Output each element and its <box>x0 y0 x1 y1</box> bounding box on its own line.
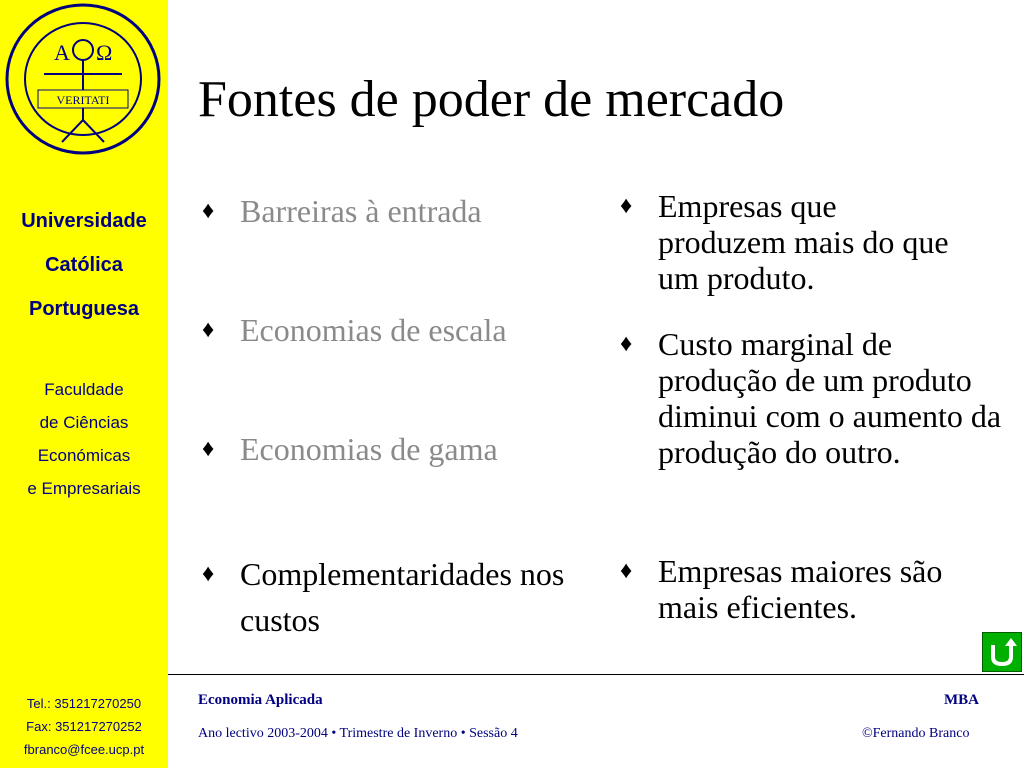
left-bullet-text: Economias de gama <box>240 431 498 467</box>
footer-course: Economia Aplicada <box>198 692 323 708</box>
left-bullet-4 <box>202 551 602 643</box>
contact-email[interactable]: fbranco@fcee.ucp.pt <box>23 742 145 757</box>
contact-tel: Tel.: 351217270250 <box>26 696 142 711</box>
slide-title: Fontes de poder de mercado <box>198 71 785 128</box>
svg-text:Ω: Ω <box>96 40 113 65</box>
diamond-bullet-icon: ♦ <box>620 331 633 357</box>
university-name-line-1: Universidade <box>21 210 147 232</box>
diamond-bullet-icon: ♦ <box>620 193 633 219</box>
faculty-line-4: e Empresariais <box>27 479 141 498</box>
left-bullet-2 <box>202 312 602 348</box>
return-arrow-icon <box>983 633 1021 671</box>
right-bullet-text: Empresas que produzem mais do que um produto. <box>658 188 949 296</box>
university-name-line-2: Católica <box>45 254 123 276</box>
faculty-line-3: Económicas <box>37 446 131 465</box>
contact-fax: Fax: 351217270252 <box>26 719 142 734</box>
right-bullet-3 <box>620 553 1005 625</box>
left-bullet-text: Economias de escala <box>240 312 507 348</box>
diamond-bullet-icon: ♦ <box>202 317 215 343</box>
diamond-bullet-icon: ♦ <box>202 561 215 587</box>
right-bullet-1 <box>620 188 1005 296</box>
footer-author: ©Fernando Branco <box>862 726 970 741</box>
footer-session: Ano lectivo 2003-2004 • Trimestre de Inverno • Sessão 4 <box>198 726 518 741</box>
left-bullet-1 <box>202 193 602 229</box>
faculty-line-2: de Ciências <box>39 413 129 432</box>
left-bullet-3 <box>202 431 602 467</box>
diamond-bullet-icon: ♦ <box>202 198 215 224</box>
right-bullet-2 <box>620 326 1005 470</box>
sidebar <box>0 0 168 768</box>
faculty-line-1: Faculdade <box>44 380 124 399</box>
logo-text: VERITATI <box>56 93 110 107</box>
svg-text:A: A <box>54 40 70 65</box>
return-button[interactable] <box>982 632 1022 672</box>
diamond-bullet-icon: ♦ <box>202 436 215 462</box>
university-seal-icon <box>4 2 162 156</box>
footer-program: MBA <box>944 692 979 708</box>
left-bullet-text: Barreiras à entrada <box>240 193 482 229</box>
diamond-bullet-icon: ♦ <box>620 558 633 584</box>
right-bullet-text: Empresas maiores são mais eficientes. <box>658 553 943 625</box>
right-bullet-text: Custo marginal de produção de um produto diminui com o aumento da produção do outro. <box>658 326 1002 470</box>
university-name-line-3: Portuguesa <box>28 298 140 320</box>
left-bullet-text: Complementaridades nos custos <box>240 556 565 638</box>
footer-divider <box>168 674 1024 675</box>
